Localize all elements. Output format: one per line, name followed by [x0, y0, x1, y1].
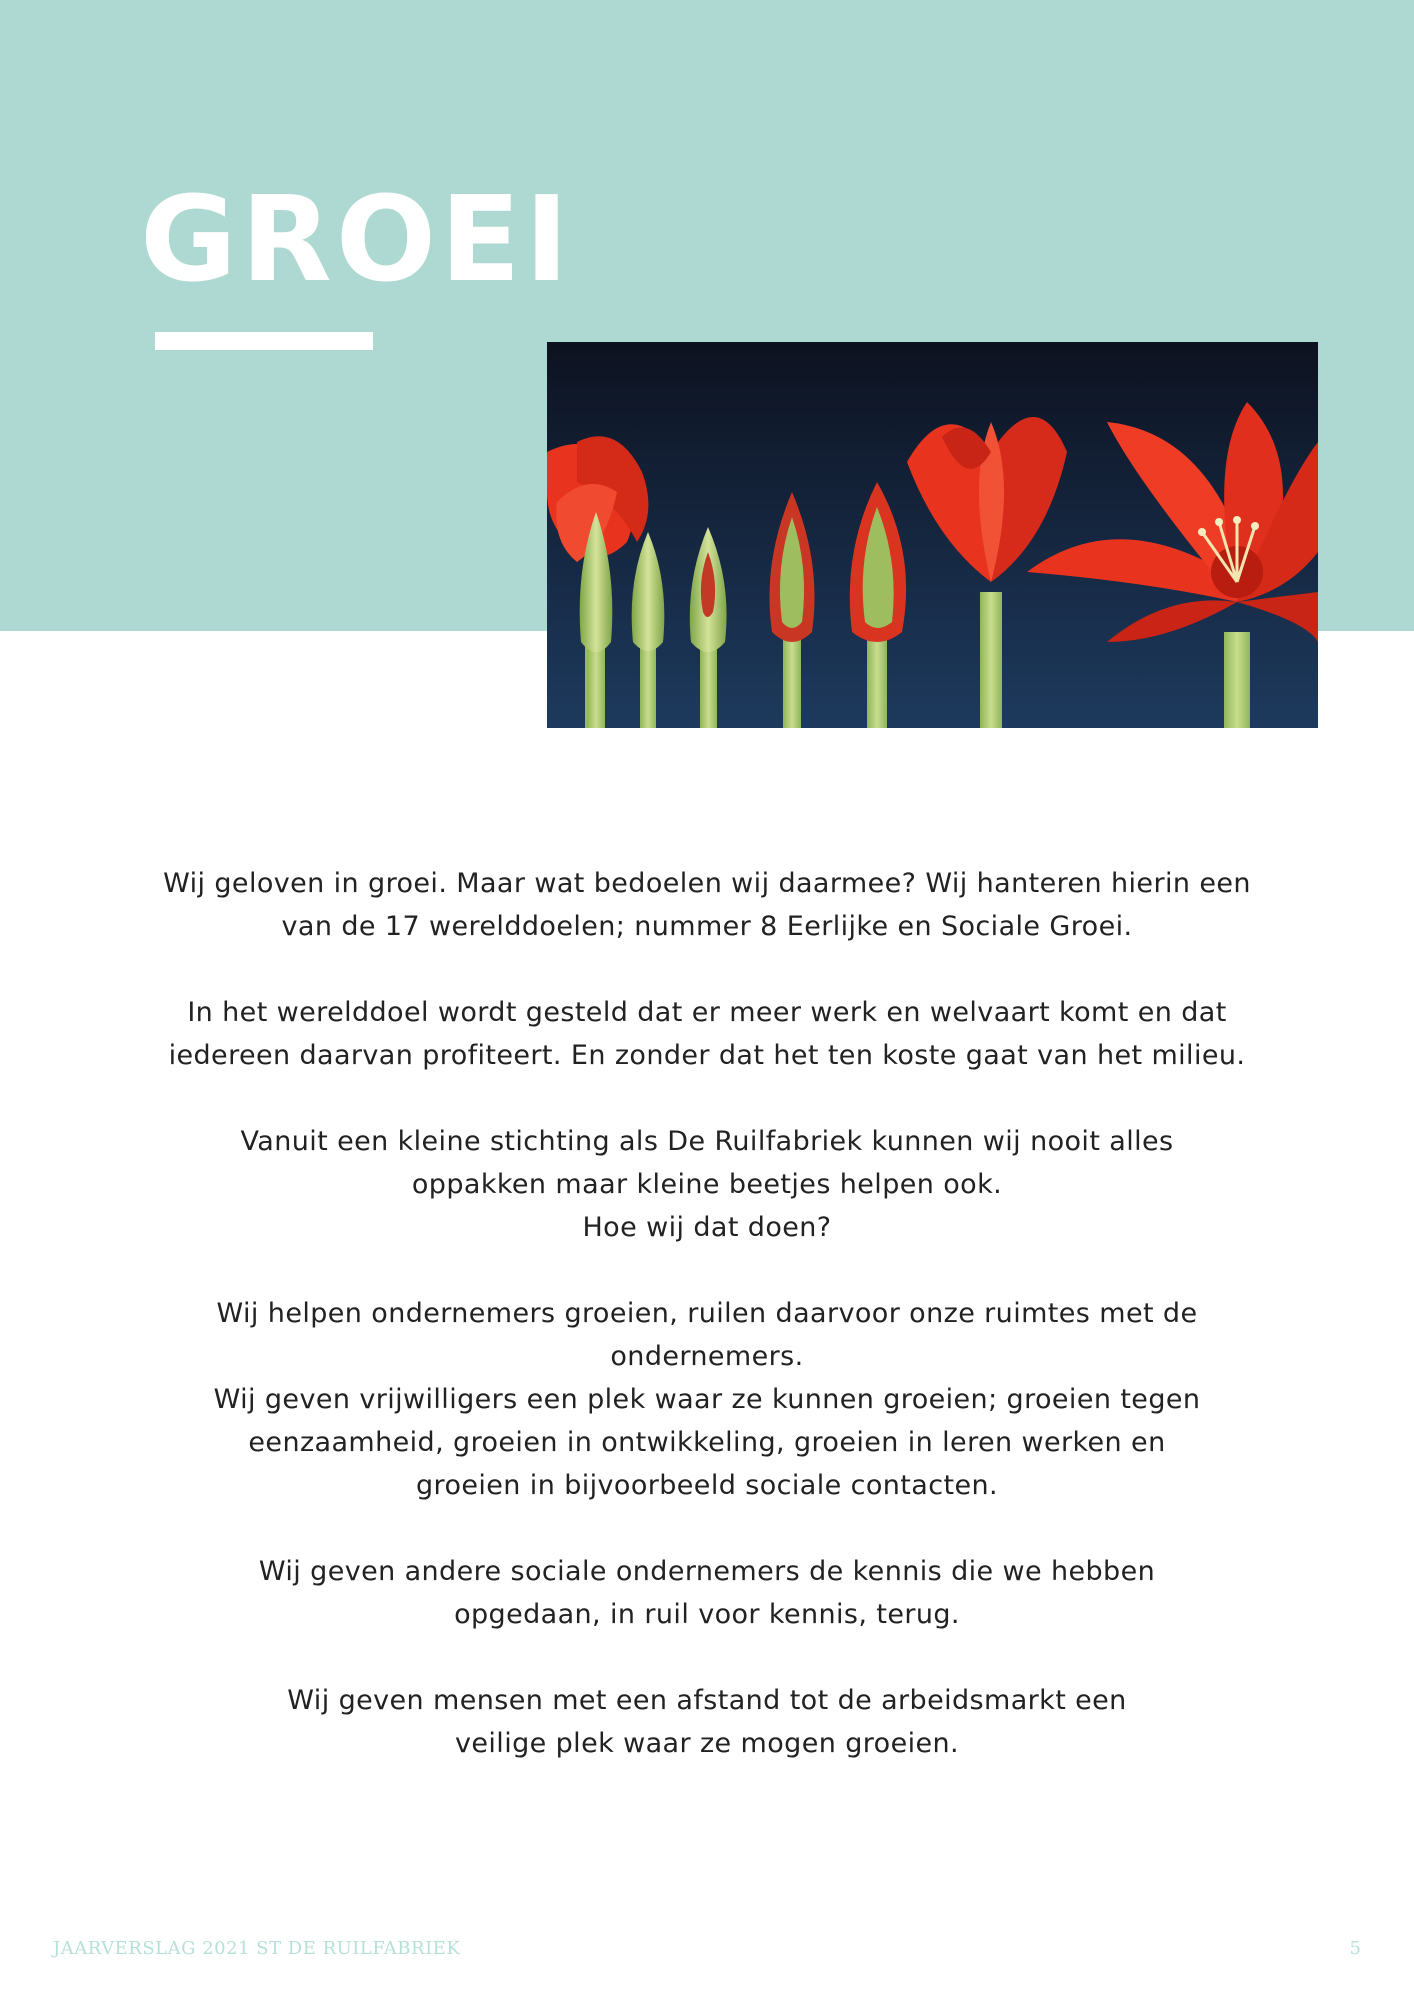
text-line: eenzaamheid, groeien in ontwikkeling, groeien in leren werken en [248, 1427, 1166, 1458]
text-line: opgedaan, in ruil voor kennis, terug. [454, 1599, 960, 1630]
text-line: Wij helpen ondernemers groeien, ruilen daarvoor onze ruimtes met de [216, 1298, 1198, 1329]
body-text [110, 862, 1304, 1808]
text-line: iedereen daarvan profiteert. En zonder dat het ten koste gaat van het milieu. [168, 1040, 1246, 1071]
paragraph-3 [110, 1120, 1304, 1249]
text-line: In het werelddoel wordt gesteld dat er meer werk en welvaart komt en dat [187, 997, 1227, 1028]
text-line: Hoe wij dat doen? [582, 1212, 832, 1243]
page-number: 5 [1349, 1938, 1361, 1959]
text-line: oppakken maar kleine beetjes helpen ook. [411, 1169, 1003, 1200]
text-line: ondernemers. [610, 1341, 804, 1372]
page-title: GROEI [140, 170, 573, 308]
text-line: Vanuit een kleine stichting als De Ruilfabriek kunnen wij nooit alles [240, 1126, 1174, 1157]
text-line: Wij geven mensen met een afstand tot de arbeidsmarkt een [287, 1685, 1127, 1716]
amaryllis-illustration [547, 342, 1318, 728]
text-line: Wij geven andere sociale ondernemers de kennis die we hebben [258, 1556, 1156, 1587]
text-line: veilige plek waar ze mogen groeien. [455, 1728, 959, 1759]
paragraph-2 [110, 991, 1304, 1077]
paragraph-4 [110, 1292, 1304, 1507]
paragraph-5 [110, 1550, 1304, 1636]
paragraph-6 [110, 1679, 1304, 1765]
text-line: groeien in bijvoorbeeld sociale contacten. [416, 1470, 998, 1501]
amaryllis-photo [547, 342, 1318, 728]
title-underline [155, 332, 373, 350]
text-line: van de 17 werelddoelen; nummer 8 Eerlijke en Sociale Groei. [281, 911, 1133, 942]
text-line: Wij geloven in groei. Maar wat bedoelen wij daarmee? Wij hanteren hierin een [163, 868, 1251, 899]
footer-report-title: JAARVERSLAG 2021 ST DE RUILFABRIEK [53, 1938, 461, 1959]
paragraph-1 [110, 862, 1304, 948]
text-line: Wij geven vrijwilligers een plek waar ze kunnen groeien; groeien tegen [213, 1384, 1201, 1415]
